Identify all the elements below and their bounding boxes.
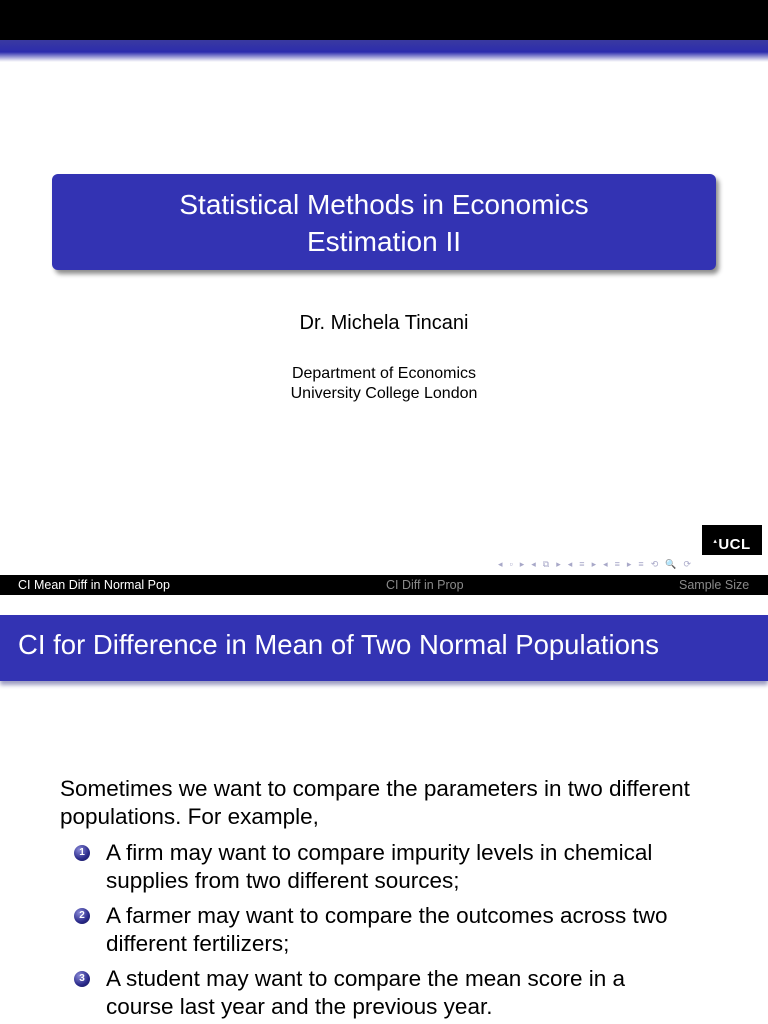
headline-bar (0, 0, 768, 40)
enumerate-badge-1: 1 (74, 845, 90, 861)
author-name: Dr. Michela Tincani (299, 312, 469, 334)
forward-icon[interactable]: ⟳ (683, 559, 691, 569)
list-item-text: supplies from two different sources; (106, 868, 460, 893)
ucl-logo (702, 525, 762, 555)
enumerate-badge-3: 3 (74, 971, 90, 987)
nav-section-ci-diff-prop[interactable]: CI Diff in Prop (386, 578, 464, 592)
subsection-icon[interactable]: ≡ (579, 559, 585, 569)
enumerate-badge-2: 2 (74, 908, 90, 924)
dome-icon: ▴ (713, 538, 718, 545)
institute-department: Department of Economics (291, 365, 477, 382)
document-icon[interactable]: ≡ (638, 559, 644, 569)
nav-section-ci-mean-diff[interactable]: CI Mean Diff in Normal Pop (18, 578, 170, 592)
presentation-title: Statistical Methods in Economics (179, 189, 589, 220)
search-icon[interactable]: 🔍 (665, 559, 677, 569)
logo-text: UCL (718, 536, 751, 553)
frame-title: CI for Difference in Mean of Two Normal Populations (18, 629, 659, 660)
back-icon[interactable]: ⟲ (650, 559, 659, 569)
list-item-text: different fertilizers; (106, 931, 290, 956)
nav-next-section-icon[interactable]: ▸ (626, 559, 632, 569)
presentation-subtitle: Estimation II (306, 226, 462, 257)
slide-icon[interactable]: ▫ (509, 559, 513, 569)
beamer-navigation-symbols[interactable] (498, 557, 691, 571)
headline-shadow (0, 40, 768, 62)
nav-prev-subsection-icon[interactable]: ◂ (567, 559, 573, 569)
institute-university: University College London (290, 385, 478, 402)
nav-next-subsection-icon[interactable]: ▸ (591, 559, 597, 569)
list-item-text: A firm may want to compare impurity levels in chemical (106, 840, 653, 865)
section-icon[interactable]: ≡ (614, 559, 620, 569)
nav-next-slide-icon[interactable]: ▸ (519, 559, 525, 569)
list-item-text: A student may want to compare the mean score in a (106, 966, 626, 991)
list-item-text: A farmer may want to compare the outcomes across two (106, 903, 668, 928)
nav-prev-frame-icon[interactable]: ◂ (531, 559, 536, 569)
nav-prev-section-icon[interactable]: ◂ (603, 559, 608, 569)
title-box (52, 174, 716, 270)
intro-text-line: populations. For example, (60, 804, 319, 829)
frame-icon[interactable]: ⧉ (542, 559, 550, 569)
nav-prev-slide-icon[interactable]: ◂ (498, 559, 503, 569)
list-item-text: course last year and the previous year. (106, 994, 493, 1019)
intro-text-line: Sometimes we want to compare the parameters in two different (60, 776, 690, 801)
nav-section-sample-size[interactable]: Sample Size (679, 578, 750, 592)
nav-next-frame-icon[interactable]: ▸ (556, 559, 561, 569)
